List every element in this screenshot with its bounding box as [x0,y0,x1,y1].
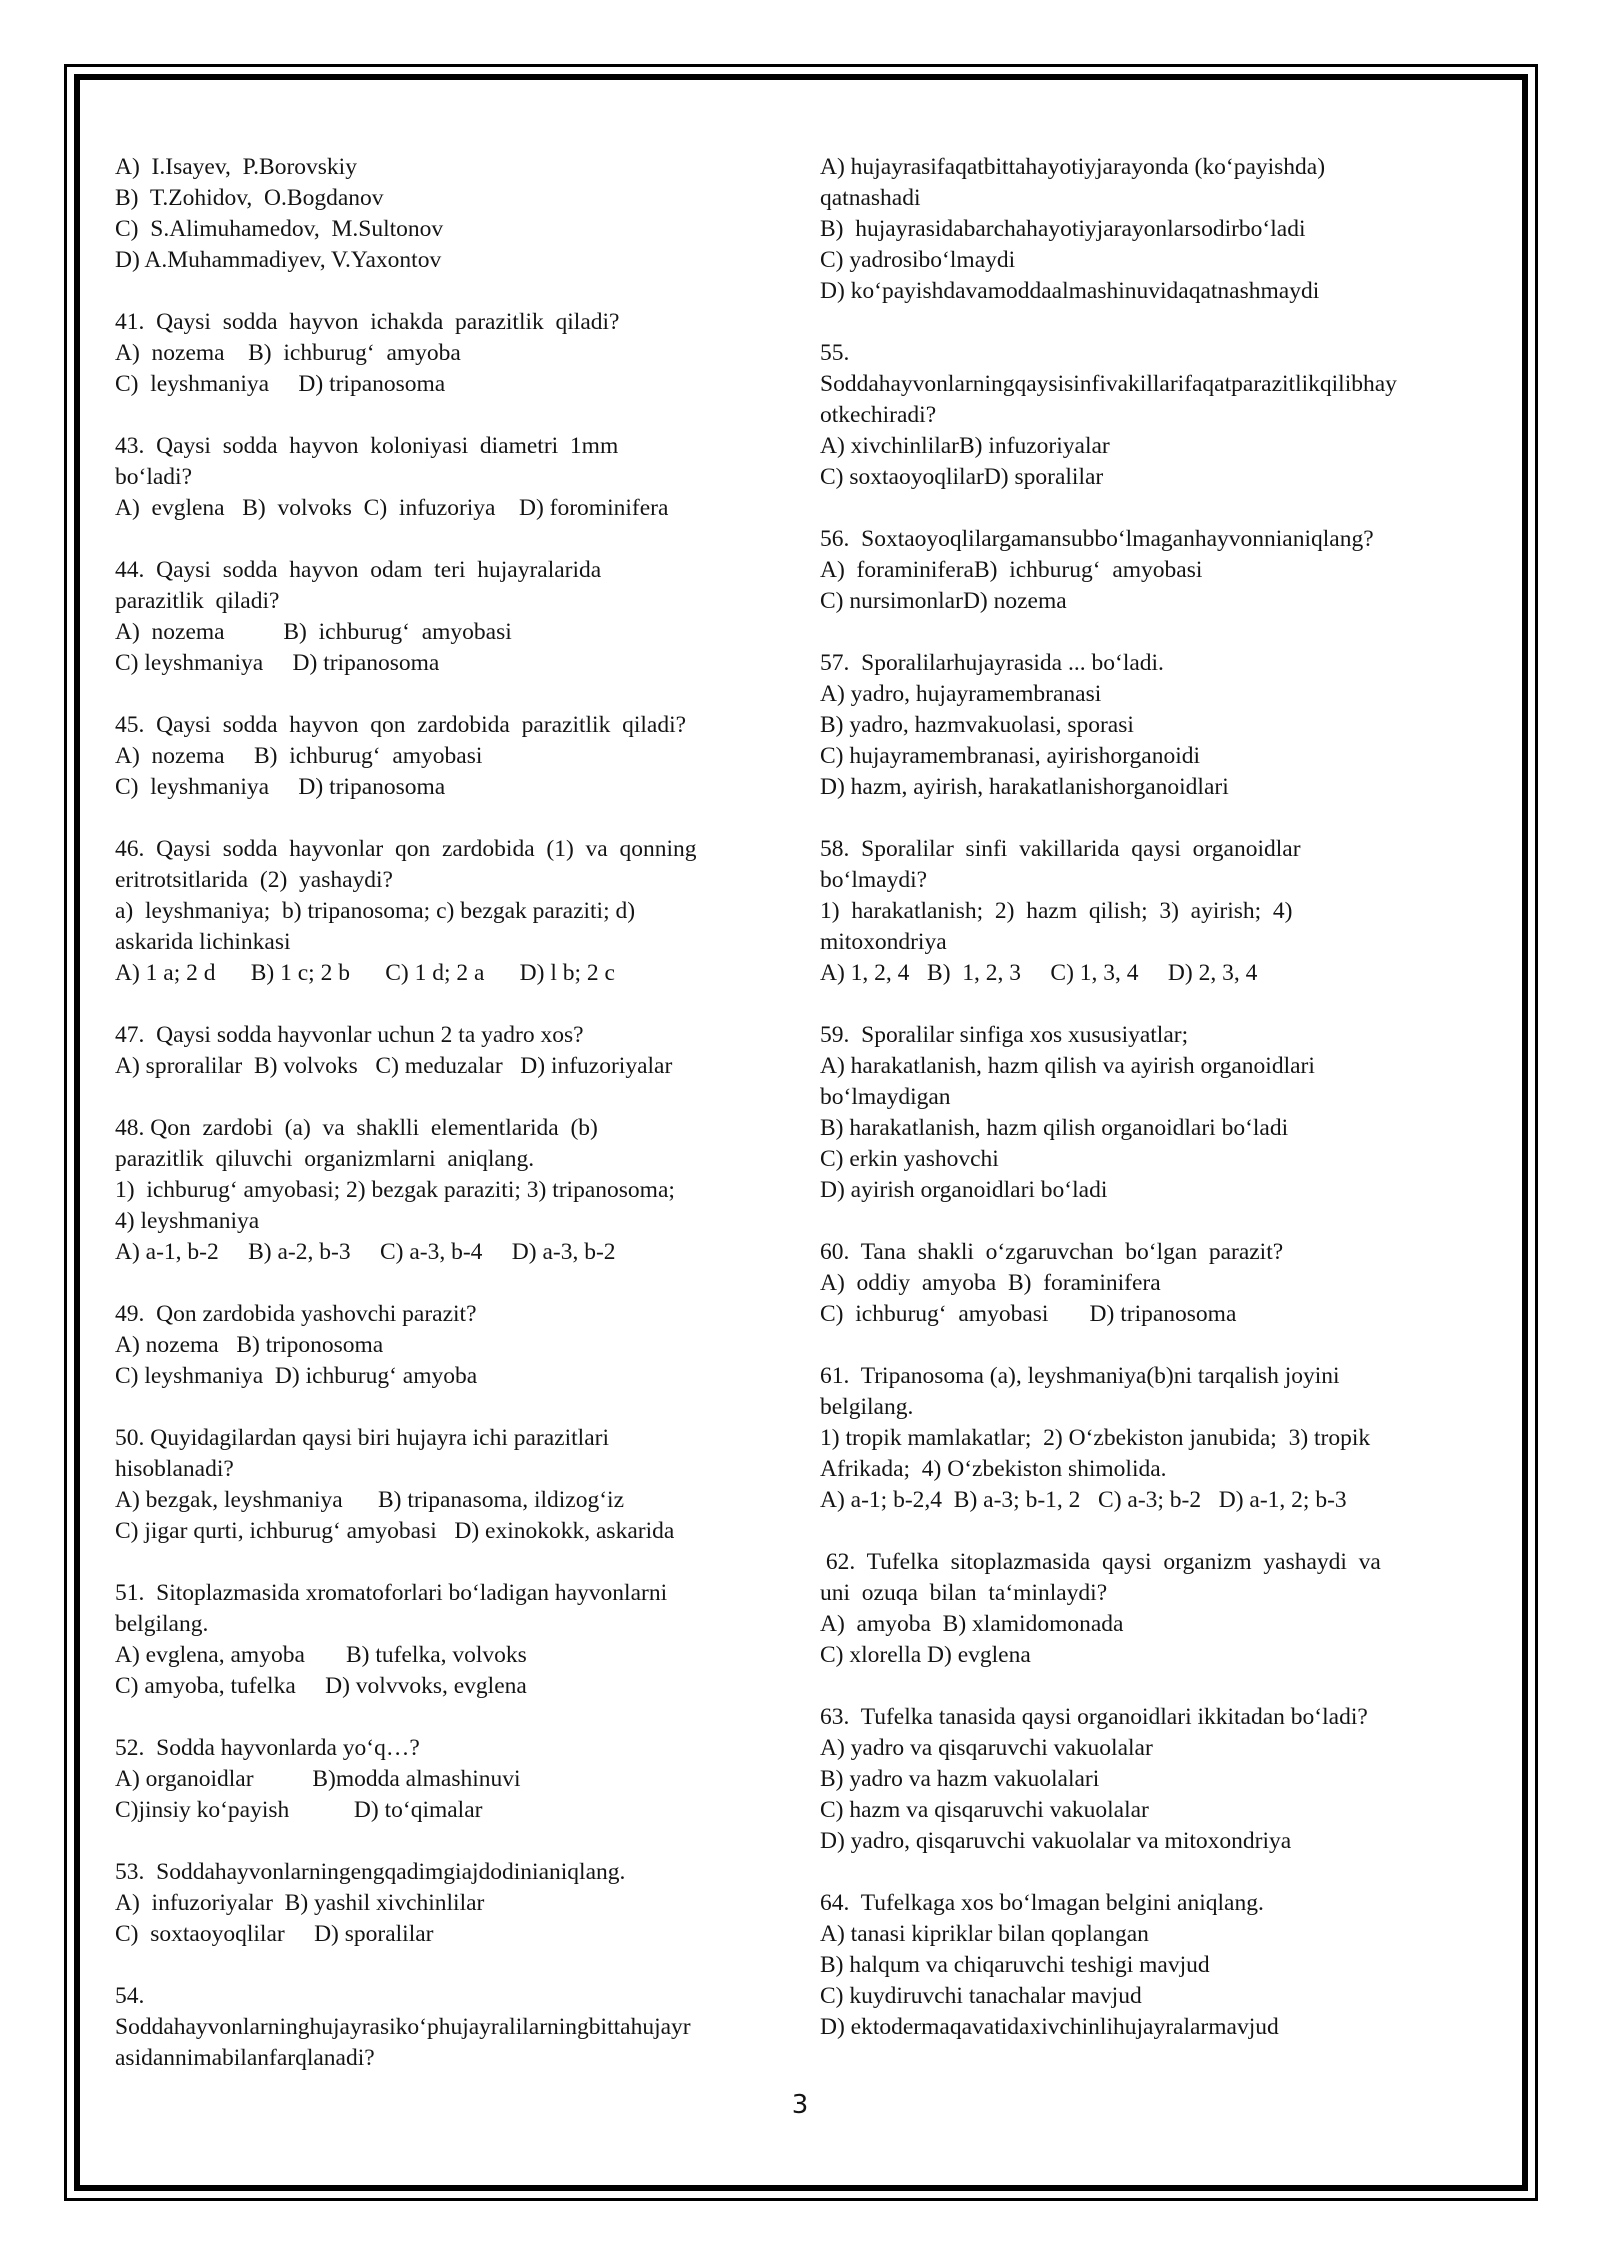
question-block [820,338,1495,493]
text-line: 41. Qaysi sodda hayvon ichakda parazitlik qiladi? [115,309,620,335]
question-block [115,1299,785,1392]
text-line: 61. Tripanosoma (a), leyshmaniya(b)ni tarqalish joyini [820,1363,1340,1389]
text-line: B) harakatlanish, hazm qilish organoidlari bo‘ladi [820,1115,1289,1141]
text-line: C) leyshmaniya D) tripanosoma [115,774,446,800]
text-line: C) leyshmaniya D) tripanosoma [115,650,440,676]
page-number: 3 [791,2090,809,2120]
text-line: 53. Soddahayvonlarningengqadimgiajdodinianiqlang. [115,1859,626,1885]
text-line: parazitlik qiluvchi organizmlarni aniqlang. [115,1146,535,1172]
text-line: A) yadro va qisqaruvchi vakuolalar [820,1735,1153,1761]
question-block [115,152,785,276]
text-line: C) erkin yashovchi [820,1146,999,1172]
text-line: C) hazm va qisqaruvchi vakuolalar [820,1797,1149,1823]
text-line: A) 1 a; 2 d B) 1 c; 2 b C) 1 d; 2 a D) l b; 2 c [115,960,615,986]
text-line: C) leyshmaniya D) tripanosoma [115,371,446,397]
question-block [115,1578,785,1702]
text-line: B) T.Zohidov, O.Bogdanov [115,185,384,211]
text-line: eritrotsitlarida (2) yashaydi? [115,867,393,893]
question-block [820,1888,1495,2043]
text-line: Soddahayvonlarningqaysisinfivakillarifaqatparazitlikqilibhay [820,371,1397,397]
text-line: 54. [115,1983,145,2009]
text-line: D) ko‘payishdavamoddaalmashinuvidaqatnashmaydi [820,278,1320,304]
text-line: 62. Tufelka sitoplazmasida qaysi organizm yashaydi va [820,1549,1381,1575]
question-block [820,1547,1495,1671]
text-line: bo‘ladi? [115,464,192,490]
text-line: D) ektodermaqavatidaxivchinlihujayralarmavjud [820,2014,1279,2040]
text-line: C) soxtaoyoqlilar D) sporalilar [115,1921,434,1947]
text-line: C) jigar qurti, ichburug‘ amyobasi D) exinokokk, askarida [115,1518,675,1544]
right-column [820,152,1495,2074]
text-line: 64. Tufelkaga xos bo‘lmagan belgini aniqlang. [820,1890,1264,1916]
text-line: a) leyshmaniya; b) tripanosoma; c) bezgak paraziti; d) [115,898,636,924]
text-line: C) kuydiruvchi tanachalar mavjud [820,1983,1142,2009]
text-line: 58. Sporalilar sinfi vakillarida qaysi organoidlar [820,836,1301,862]
text-line: A) nozema B) ichburug‘ amyobasi [115,743,483,769]
text-line: B) yadro va hazm vakuolalari [820,1766,1100,1792]
text-line: C) soxtaoyoqlilarD) sporalilar [820,464,1104,490]
text-line: C) yadrosibo‘lmaydi [820,247,1016,273]
text-line: bo‘lmaydi? [820,867,928,893]
text-line: D) yadro, qisqaruvchi vakuolalar va mitoxondriya [820,1828,1292,1854]
text-line: Afrikada; 4) O‘zbekiston shimolida. [820,1456,1167,1482]
text-line: 57. Sporalilarhujayrasida ... bo‘ladi. [820,650,1164,676]
question-block [115,1981,785,2074]
text-line: 1) tropik mamlakatlar; 2) O‘zbekiston janubida; 3) tropik [820,1425,1371,1451]
text-line: A) amyoba B) xlamidomonada [820,1611,1124,1637]
question-block [820,152,1495,307]
left-column [115,152,785,2105]
question-block [115,1020,785,1082]
text-line: qatnashadi [820,185,921,211]
text-line: 49. Qon zardobida yashovchi parazit? [115,1301,477,1327]
text-line: A) organoidlar B)modda almashinuvi [115,1766,521,1792]
question-block [820,1237,1495,1330]
text-line: C) S.Alimuhamedov, M.Sultonov [115,216,444,242]
text-line: A) xivchinlilarB) infuzoriyalar [820,433,1110,459]
text-line: C) hujayramembranasi, ayirishorganoidi [820,743,1201,769]
text-line: uni ozuqa bilan ta‘minlaydi? [820,1580,1108,1606]
text-line: A) I.Isayev, P.Borovskiy [115,154,357,180]
text-line: C)jinsiy ko‘payish D) to‘qimalar [115,1797,483,1823]
question-block [115,431,785,524]
text-line: A) tanasi kipriklar bilan qoplangan [820,1921,1149,1947]
question-block [115,834,785,989]
text-line: A) 1, 2, 4 B) 1, 2, 3 C) 1, 3, 4 D) 2, 3, 4 [820,960,1258,986]
text-line: 59. Sporalilar sinfiga xos xususiyatlar; [820,1022,1189,1048]
text-line: 56. Soxtaoyoqlilargamansubbo‘lmaganhayvonnianiqlang? [820,526,1374,552]
question-block [115,1857,785,1950]
text-line: A) oddiy amyoba B) foraminifera [820,1270,1161,1296]
text-line: C) nursimonlarD) nozema [820,588,1067,614]
text-line: 46. Qaysi sodda hayvonlar qon zardobida (1) va qonning [115,836,697,862]
text-line: hisoblanadi? [115,1456,234,1482]
question-block [115,555,785,679]
question-block [820,1702,1495,1857]
question-block [115,1733,785,1826]
text-line: 60. Tana shakli o‘zgaruvchan bo‘lgan parazit? [820,1239,1284,1265]
question-block [115,1113,785,1268]
text-line: A) nozema B) ichburug‘ amyoba [115,340,461,366]
question-block [820,834,1495,989]
text-line: D) A.Muhammadiyev, V.Yaxontov [115,247,442,273]
text-line: 52. Sodda hayvonlarda yo‘q…? [115,1735,420,1761]
text-line: A) sproralilar B) volvoks C) meduzalar D) infuzoriyalar [115,1053,673,1079]
question-block [820,524,1495,617]
question-block [115,710,785,803]
question-block [820,1020,1495,1206]
text-line: 43. Qaysi sodda hayvon koloniyasi diametri 1mm [115,433,619,459]
text-line: A) foraminiferaB) ichburug‘ amyobasi [820,557,1203,583]
text-line: 48. Qon zardobi (a) va shaklli elementlarida (b) [115,1115,598,1141]
text-line: D) ayirish organoidlari bo‘ladi [820,1177,1108,1203]
text-line: D) hazm, ayirish, harakatlanishorganoidlari [820,774,1229,800]
question-block [115,307,785,400]
text-line: C) leyshmaniya D) ichburug‘ amyoba [115,1363,478,1389]
text-line: B) hujayrasidabarchahayotiyjarayonlarsodirbo‘ladi [820,216,1306,242]
text-line: bo‘lmaydigan [820,1084,951,1110]
text-line: C) ichburug‘ amyobasi D) tripanosoma [820,1301,1237,1327]
text-line: C) xlorella D) evglena [820,1642,1031,1668]
text-line: mitoxondriya [820,929,947,955]
text-line: 47. Qaysi sodda hayvonlar uchun 2 ta yadro xos? [115,1022,584,1048]
text-line: otkechiradi? [820,402,937,428]
text-line: C) amyoba, tufelka D) volvvoks, evglena [115,1673,527,1699]
text-line: B) yadro, hazmvakuolasi, sporasi [820,712,1134,738]
text-line: belgilang. [820,1394,914,1420]
text-line: 44. Qaysi sodda hayvon odam teri hujayralarida [115,557,602,583]
text-line: 4) leyshmaniya [115,1208,260,1234]
question-block [820,648,1495,803]
text-line: A) bezgak, leyshmaniya B) tripanasoma, ildizog‘iz [115,1487,625,1513]
text-line: A) evglena, amyoba B) tufelka, volvoks [115,1642,527,1668]
text-line: asidannimabilanfarqlanadi? [115,2045,375,2071]
text-line: 51. Sitoplazmasida xromatoforlari bo‘ladigan hayvonlarni [115,1580,668,1606]
text-line: A) evglena B) volvoks C) infuzoriya D) forominifera [115,495,669,521]
text-line: A) a-1, b-2 B) a-2, b-3 C) a-3, b-4 D) a-3, b-2 [115,1239,616,1265]
text-line: parazitlik qiladi? [115,588,280,614]
text-line: 1) ichburug‘ amyobasi; 2) bezgak paraziti; 3) tripanosoma; [115,1177,675,1203]
text-line: 63. Tufelka tanasida qaysi organoidlari ikkitadan bo‘ladi? [820,1704,1368,1730]
text-line: A) harakatlanish, hazm qilish va ayirish organoidlari [820,1053,1315,1079]
text-line: A) nozema B) ichburug‘ amyobasi [115,619,512,645]
text-line: Soddahayvonlarninghujayrasiko‘phujayralilarningbittahujayr [115,2014,691,2040]
text-line: A) nozema B) triponosoma [115,1332,384,1358]
question-block [820,1361,1495,1516]
text-line: 1) harakatlanish; 2) hazm qilish; 3) ayirish; 4) [820,898,1293,924]
text-line: askarida lichinkasi [115,929,291,955]
text-line: 55. [820,340,850,366]
text-line: belgilang. [115,1611,209,1637]
text-line: 45. Qaysi sodda hayvon qon zardobida parazitlik qiladi? [115,712,687,738]
text-line: A) hujayrasifaqatbittahayotiyjarayonda (ko‘payishda) [820,154,1326,180]
text-line: A) a-1; b-2,4 B) a-3; b-1, 2 C) a-3; b-2 D) a-1, 2; b-3 [820,1487,1347,1513]
text-line: A) infuzoriyalar B) yashil xivchinlilar [115,1890,485,1916]
text-line: B) halqum va chiqaruvchi teshigi mavjud [820,1952,1210,1978]
text-line: A) yadro, hujayramembranasi [820,681,1102,707]
question-block [115,1423,785,1547]
text-line: 50. Quyidagilardan qaysi biri hujayra ichi parazitlari [115,1425,609,1451]
